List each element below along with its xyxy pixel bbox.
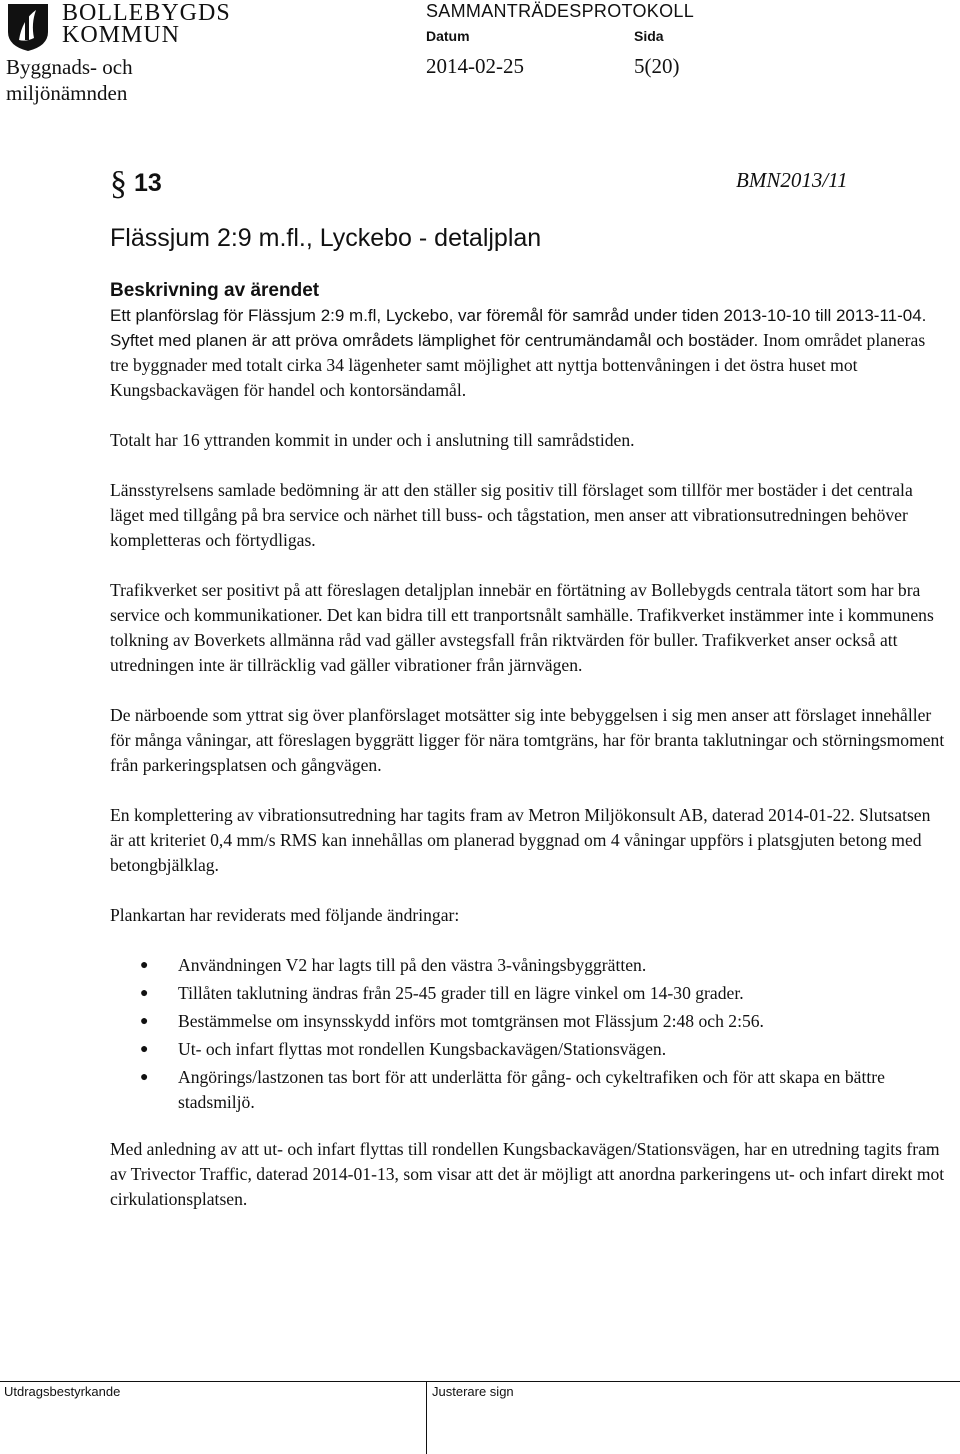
logo-text-line1: BOLLEBYGDS bbox=[62, 0, 231, 26]
organization-name: Byggnads- och miljönämnden bbox=[6, 55, 133, 105]
footer-divider bbox=[0, 1381, 960, 1382]
paragraph-intro-serif: Inom området planeras tre byggnader med totalt cirka 34 lägenheter samt möjlighet att nyttja bottenvåningen i det östra huset mot Kungsbackavägen för handel och kontorsändamål. bbox=[110, 330, 926, 400]
paragraph-neighbours: De närboende som yttrat sig över planförslaget motsätter sig inte bebyggelsen i sig men anser att förslaget innehåller för många våningar, att föreslagen byggrätt ligger för nära tomtgräns, har för branta taklutningar och störningsmoment från parkeringsplatsen och gångvägen. bbox=[110, 705, 945, 775]
municipality-logo bbox=[6, 0, 231, 54]
list-item: ● Tillåten taklutning ändras från 25-45 grader till en lägre vinkel om 14-30 grader. bbox=[110, 981, 945, 1006]
footer-column-divider bbox=[426, 1381, 427, 1454]
list-item: ● Bestämmelse om insynsskydd införs mot tomtgränsen mot Flässjum 2:48 och 2:56. bbox=[110, 1009, 945, 1034]
logo-text-line2: KOMMUN bbox=[62, 22, 181, 48]
paragraph-number: 13 bbox=[134, 169, 162, 197]
list-item: ● Angörings/lastzonen tas bort för att underlätta för gång- och cykeltrafiken och för att skapa en bättre stadsmiljö. bbox=[110, 1065, 945, 1115]
protocol-title: SAMMANTRÄDESPROTOKOLL bbox=[426, 1, 695, 21]
item-title: Flässjum 2:9 m.fl., Lyckebo - detaljplan bbox=[110, 224, 542, 252]
paragraph-transport-admin: Trafikverket ser positivt på att föreslagen detaljplan innebär en förtätning av Bollebygds centrala tätort som har bra service och kommunikationer. Det kan bidra till ett tranportsnålt samhälle. Trafikverket instämmer inte i kommunens tolkning av Boverkets allmänna råd vad gäller avstegsfall från riktvärden för buller. Trafikverket anser också att utredningen inte är tillräcklig vad gäller vibrationer från järnvägen. bbox=[110, 580, 934, 675]
case-id: BMN2013/11 bbox=[736, 168, 848, 192]
revisions-list bbox=[110, 953, 945, 1115]
paragraph-vibration-study: En komplettering av vibrationsutredning har tagits fram av Metron Miljökonsult AB, daterad 2014-01-22. Slutsatsen är att kriteriet 0,4 mm/s RMS kan innehållas om planerad byggnad om 4 våningar uppförs i platsgjuten betong med betongbjälklag. bbox=[110, 805, 931, 875]
document-body bbox=[110, 303, 945, 1237]
date-value: 2014-02-25 bbox=[426, 54, 524, 78]
description-heading: Beskrivning av ärendet bbox=[110, 280, 320, 301]
list-item: ● Ut- och infart flyttas mot rondellen Kungsbackavägen/Stationsvägen. bbox=[110, 1037, 945, 1062]
paragraph-traffic-study: Med anledning av att ut- och infart flyttas till rondellen Kungsbackavägen/Stationsvägen, har en utredning tagits fram av Trivector Traffic, daterad 2014-01-13, som visar att det är möjligt att anordna parkeringens ut- och infart direkt mot cirkulationsplatsen. bbox=[110, 1139, 945, 1209]
paragraph-county-board: Länsstyrelsens samlade bedömning är att den ställer sig positiv till förslaget som tillför mer bostäder i det centrala läget med tillgång på bra service och närhet till buss- och tågstation, men anser att vibrationsutredningen behöver kompletteras och förtydligas. bbox=[110, 480, 913, 550]
crest-icon bbox=[6, 2, 50, 52]
footer-adjuster-label: Justerare sign bbox=[432, 1384, 514, 1399]
date-label: Datum bbox=[426, 28, 470, 44]
paragraph-intro bbox=[110, 303, 945, 403]
paragraph-sign: § bbox=[110, 165, 127, 202]
paragraph-intro-sans: Ett planförslag för Flässjum 2:9 m.fl, Lyckebo, var föremål för samråd under tiden 2013-10-10 till 2013-11-04. Syftet med planen är att pröva områdets lämplighet för centrumändamål och bostäder. bbox=[110, 306, 927, 350]
paragraph-revisions-intro: Plankartan har reviderats med följande ändringar: bbox=[110, 905, 460, 925]
footer-certification-label: Utdragsbestyrkande bbox=[4, 1384, 121, 1399]
paragraph-statements-count: Totalt har 16 yttranden kommit in under och i anslutning till samrådstiden. bbox=[110, 430, 635, 450]
list-item: ● Användningen V2 har lagts till på den västra 3-våningsbyggrätten. bbox=[110, 953, 945, 978]
page-label: Sida bbox=[634, 28, 664, 44]
page-value: 5(20) bbox=[634, 54, 680, 78]
